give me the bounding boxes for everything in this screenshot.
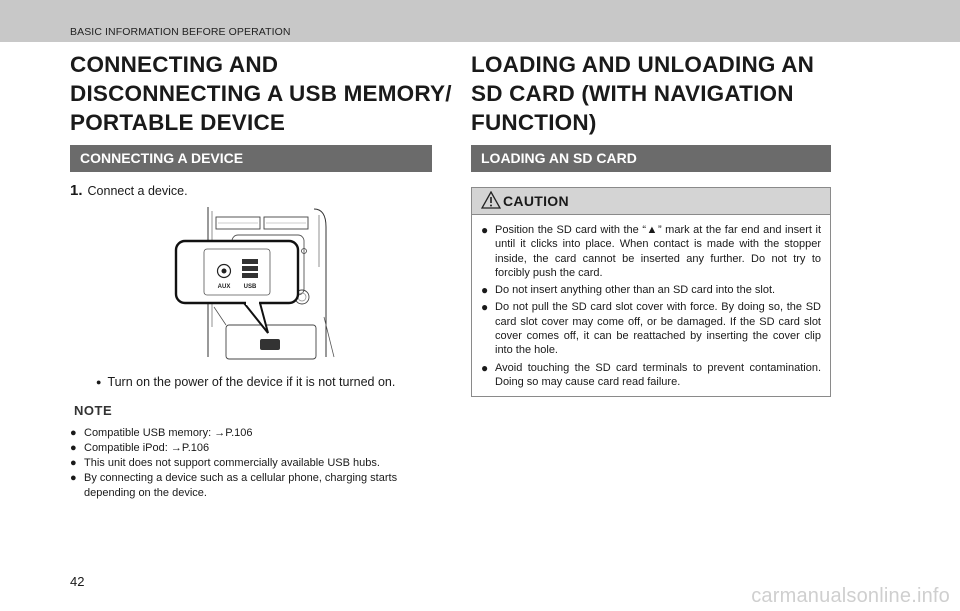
subsection-bar: LOADING AN SD CARD: [471, 145, 831, 172]
right-title-line-1: LOADING AND UNLOADING AN: [471, 52, 815, 77]
caution-box: [471, 187, 831, 397]
warning-triangle-icon: [481, 191, 501, 214]
header-bar: [0, 0, 960, 42]
usb-label: USB: [243, 284, 257, 290]
subsection-bar: CONNECTING A DEVICE: [70, 145, 432, 172]
note-item: ● Compatible iPod: →P.106: [70, 441, 432, 456]
caution-list: [472, 215, 830, 389]
left-title-line-2: DISCONNECTING A USB MEMORY/: [70, 81, 452, 106]
power-on-text: Turn on the power of the device if it is not turned on.: [107, 375, 396, 389]
right-title-line-2: SD CARD (WITH NAVIGATION: [471, 81, 794, 106]
note-list: [70, 426, 432, 501]
step-text: Connect a device.: [87, 184, 188, 198]
usb-port-illustration: [174, 207, 400, 369]
left-title-line-3: PORTABLE DEVICE: [70, 110, 286, 135]
page-number: 42: [70, 574, 85, 589]
step-1: [70, 182, 188, 199]
left-title: [70, 50, 452, 137]
note-item: ● By connecting a device such as a cellular phone, charging starts depending on the device.: [70, 471, 432, 501]
aux-label: AUX: [217, 284, 231, 290]
right-column: [471, 50, 831, 388]
bullet-dot-icon: ●: [96, 377, 102, 387]
left-title-line-1: CONNECTING AND: [70, 52, 279, 77]
caution-title: CAUTION: [503, 193, 569, 209]
caution-item: ● Position the SD card with the “▲” mark at the far end and insert it until it clicks into place. When contact is made with the stopper inside, the card cannot be inserted any further. Do not try to forcibly push the card.: [481, 223, 821, 280]
caution-item: ● Do not insert anything other than an SD card into the slot.: [481, 283, 821, 297]
caution-item: ● Do not pull the SD card slot cover with force. By doing so, the SD card slot cover may come off, or be damaged. If the SD card slot cover comes off, it can be reattached by inserting the cover clip into the hole.: [481, 300, 821, 357]
caution-header: [472, 188, 830, 215]
left-column: [70, 50, 452, 499]
right-title-line-3: FUNCTION): [471, 110, 597, 135]
section-label: BASIC INFORMATION BEFORE OPERATION: [70, 26, 291, 38]
right-title: [471, 50, 831, 137]
step-number: 1.: [70, 182, 83, 199]
watermark: carmanualsonline.info: [751, 585, 950, 607]
power-on-note: [96, 375, 395, 389]
note-item: ● Compatible USB memory: →P.106: [70, 426, 432, 441]
caution-item: ● Avoid touching the SD card terminals to prevent contamination. Doing so may cause card read failure.: [481, 361, 821, 390]
note-item: ● This unit does not support commercially available USB hubs.: [70, 456, 432, 471]
note-heading: NOTE: [74, 403, 113, 418]
